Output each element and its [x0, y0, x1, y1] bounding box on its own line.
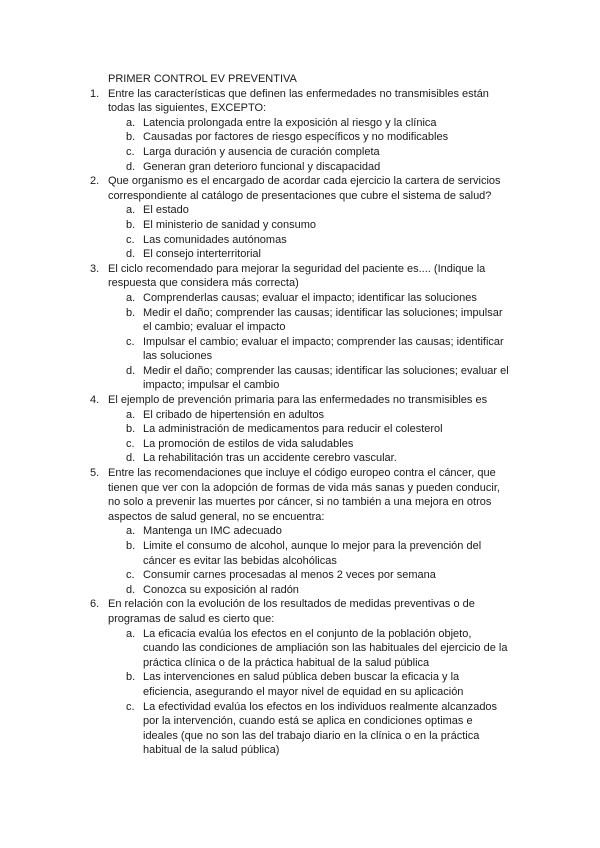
option-item: [108, 627, 510, 671]
option-text: Las comunidades autónomas: [143, 233, 287, 246]
option-item: [108, 700, 510, 758]
option-letter: d.: [126, 364, 136, 377]
option-item: [108, 306, 510, 335]
option-item: [108, 160, 510, 175]
option-letter: d.: [126, 160, 136, 173]
option-text: Causadas por factores de riesgo específicos y no modificables: [143, 131, 449, 144]
option-text: Larga duración y ausencia de curación completa: [143, 145, 380, 158]
option-text: El cribado de hipertensión en adultos: [143, 408, 325, 421]
option-text: Mantenga un IMC adecuado: [143, 525, 282, 538]
option-text: Comprenderlas causas; evaluar el impacto; identificar las soluciones: [143, 291, 477, 304]
question-text: Entre las características que definen las enfermedades no transmisibles están todas las siguientes, EXCEPTO:: [108, 87, 489, 115]
option-text: Latencia prolongada entre la exposición al riesgo y la clínica: [143, 116, 437, 129]
option-text: La efectividad evalúa los efectos en los individuos realmente alcanzados por la intervención, cuando está se aplica en condiciones optimas e ideales (que no son las del trabajo diario en la clínica o en la práctica habitual de la salud pública): [143, 700, 498, 757]
option-text: Impulsar el cambio; evaluar el impacto; comprender las causas; identificar las soluciones: [143, 335, 504, 363]
question-number: 5.: [90, 467, 100, 480]
option-item: [108, 568, 510, 583]
option-letter: b.: [126, 540, 136, 552]
question-2: [90, 174, 510, 262]
option-item: [108, 524, 510, 539]
question-text: Entre las recomendaciones que incluye el código europeo contra el cáncer, que tienen que ver con la adopción de formas de vida más sanas y pueden conducir, no solo a prevenir las muertes por cáncer, si no también a una mejora en otros aspectos de salud general, no se encuentra:: [108, 467, 500, 523]
option-item: [108, 451, 510, 466]
option-item: [108, 218, 510, 233]
option-letter: a.: [126, 204, 136, 217]
question-text: Que organismo es el encargado de acordar cada ejercicio la cartera de servicios correspondiente al catálogo de presentaciones que cubre el sistema de salud?: [108, 175, 501, 202]
option-text: La promoción de estilos de vida saludables: [143, 437, 354, 450]
question-number: 6.: [90, 598, 100, 611]
document-title: PRIMER CONTROL EV PREVENTIVA: [108, 73, 297, 85]
option-letter: c.: [126, 437, 135, 450]
option-letter: b.: [126, 131, 136, 144]
option-letter: c.: [126, 700, 135, 713]
option-text: Medir el daño; comprender las causas; identificar las soluciones; evaluar el impacto; impulsar el cambio: [143, 364, 509, 392]
option-letter: a.: [126, 408, 136, 421]
option-list: [108, 291, 510, 393]
option-text: La eficacia evalúa los efectos en el conjunto de la población objeto, cuando las condiciones de ampliación son las habituales del ejercicio de la práctica clínica o de la práctica habitual de la salud pública: [143, 627, 508, 669]
option-item: [108, 116, 510, 131]
option-item: [108, 291, 510, 306]
option-list: [108, 116, 510, 174]
question-5: [90, 466, 510, 597]
option-item: [108, 539, 510, 568]
option-letter: a.: [126, 627, 136, 640]
option-letter: b.: [126, 671, 136, 684]
option-text: La administración de medicamentos para reducir el colesterol: [143, 423, 443, 436]
option-item: [108, 583, 510, 598]
question-list: [90, 87, 510, 758]
question-3: [90, 262, 510, 393]
question-number: 3.: [90, 262, 100, 275]
option-letter: a.: [126, 525, 136, 538]
option-text: Generan gran deterioro funcional y discapacidad: [143, 160, 381, 173]
option-list: [108, 203, 510, 261]
option-text: Las intervenciones en salud pública deben buscar la eficacia y la eficiencia, asegurando el mayor nivel de equidad en su aplicación: [143, 671, 464, 698]
option-list: [108, 408, 510, 466]
question-text: En relación con la evolución de los resultados de medidas preventivas o de programas de salud es cierto que:: [108, 598, 475, 625]
option-item: [108, 145, 510, 160]
question-1: [90, 87, 510, 175]
option-letter: c.: [126, 335, 135, 348]
option-item: [108, 130, 510, 145]
option-item: [108, 422, 510, 437]
option-list: [108, 627, 510, 758]
question-number: 1.: [90, 87, 100, 100]
option-letter: d.: [126, 452, 136, 465]
option-letter: c.: [126, 233, 135, 246]
option-letter: d.: [126, 248, 136, 261]
question-4: [90, 393, 510, 466]
option-letter: b.: [126, 423, 136, 436]
option-item: [108, 670, 510, 699]
option-item: [108, 233, 510, 248]
option-text: El consejo interterritorial: [143, 248, 261, 261]
option-letter: d.: [126, 583, 136, 596]
question-6: [90, 597, 510, 758]
option-letter: a.: [126, 291, 136, 304]
option-item: [108, 247, 510, 262]
question-text: El ciclo recomendado para mejorar la seguridad del paciente es.... (Indique la respuesta que considera más correcta): [108, 262, 486, 290]
option-letter: c.: [126, 145, 135, 158]
option-text: Limite el consumo de alcohol, aunque lo mejor para la prevención del cáncer es evitar las bebidas alcohólicas: [143, 540, 482, 567]
option-letter: b.: [126, 306, 136, 319]
option-letter: a.: [126, 116, 136, 129]
option-list: [108, 524, 510, 597]
question-number: 4.: [90, 394, 100, 407]
question-text: El ejemplo de prevención primaria para las enfermedades no transmisibles es: [108, 394, 488, 407]
option-item: [108, 364, 510, 393]
option-text: Medir el daño; comprender las causas; identificar las soluciones; impulsar el cambio; evaluar el impacto: [143, 306, 503, 334]
question-number: 2.: [90, 175, 100, 188]
option-text: Consumir carnes procesadas al menos 2 veces por semana: [143, 569, 436, 582]
option-item: [108, 203, 510, 218]
option-text: Conozca su exposición al radón: [143, 583, 299, 596]
option-item: [108, 408, 510, 423]
option-letter: c.: [126, 569, 135, 582]
option-item: [108, 335, 510, 364]
option-text: El estado: [143, 204, 189, 217]
option-text: El ministerio de sanidad y consumo: [143, 218, 317, 231]
option-text: La rehabilitación tras un accidente cerebro vascular.: [143, 452, 397, 465]
option-item: [108, 437, 510, 452]
option-letter: b.: [126, 218, 136, 231]
